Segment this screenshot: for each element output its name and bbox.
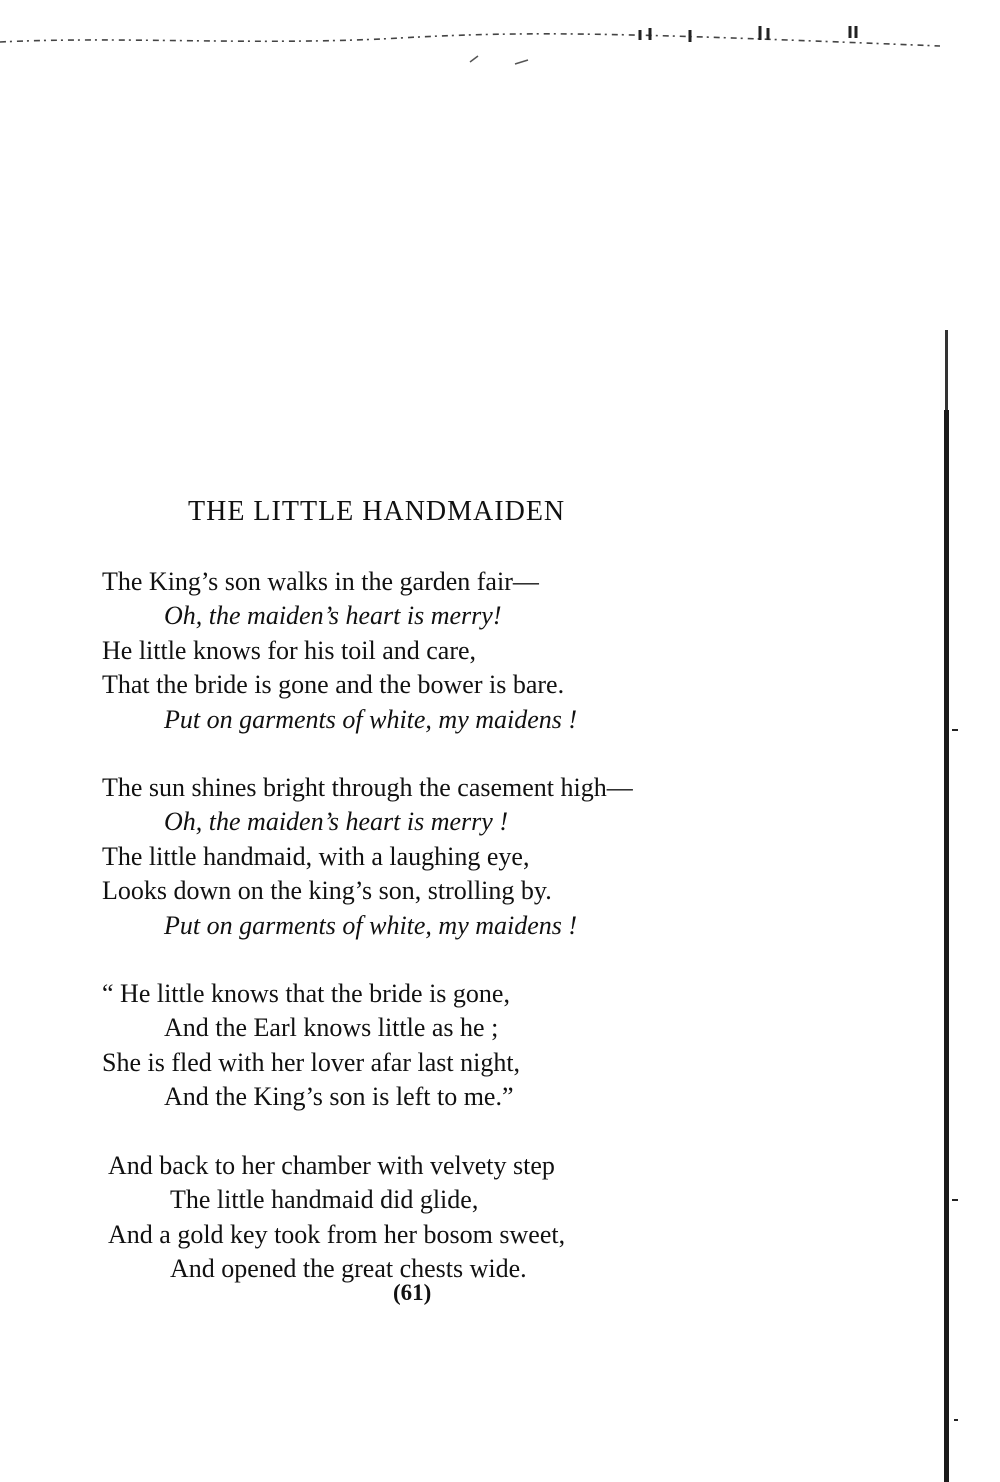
refrain-line: Oh, the maiden’s heart is merry ! bbox=[164, 807, 508, 837]
verse-line: That the bride is gone and the bower is bare. bbox=[102, 670, 565, 700]
verse-line: The little handmaid did glide, bbox=[170, 1185, 479, 1215]
page-number: (61) bbox=[393, 1280, 432, 1305]
stanza bbox=[102, 771, 633, 943]
verse-line: And a gold key took from her bosom sweet, bbox=[108, 1219, 566, 1249]
verse-line: “ He little knows that the bride is gone, bbox=[102, 979, 510, 1008]
verse-line: He little knows for his toil and care, bbox=[102, 635, 477, 665]
verse-line: And opened the great chests wide. bbox=[170, 1254, 527, 1284]
refrain-line: Put on garments of white, my maidens ! bbox=[164, 910, 578, 940]
stanza bbox=[108, 1149, 565, 1287]
poem-title: THE LITTLE HANDMAIDEN bbox=[188, 496, 566, 527]
scan-noise bbox=[0, 20, 940, 80]
refrain-line: Oh, the maiden’s heart is merry! bbox=[164, 601, 502, 631]
page-binding-edge bbox=[942, 330, 958, 1482]
verse-line: The King’s son walks in the garden fair— bbox=[102, 567, 539, 596]
stanza bbox=[102, 565, 577, 737]
verse-line: Looks down on the king’s son, strolling by. bbox=[102, 876, 552, 906]
stanza bbox=[102, 977, 520, 1115]
verse-line: And back to her chamber with velvety step bbox=[108, 1151, 555, 1180]
verse-line: She is fled with her lover afar last night, bbox=[102, 1047, 521, 1077]
verse-line: And the King’s son is left to me.” bbox=[164, 1082, 514, 1112]
refrain-line: Put on garments of white, my maidens ! bbox=[164, 704, 578, 734]
verse-line: The sun shines bright through the casement high— bbox=[102, 773, 633, 802]
verse-line: And the Earl knows little as he ; bbox=[164, 1013, 499, 1043]
verse-line: The little handmaid, with a laughing eye, bbox=[102, 841, 530, 871]
